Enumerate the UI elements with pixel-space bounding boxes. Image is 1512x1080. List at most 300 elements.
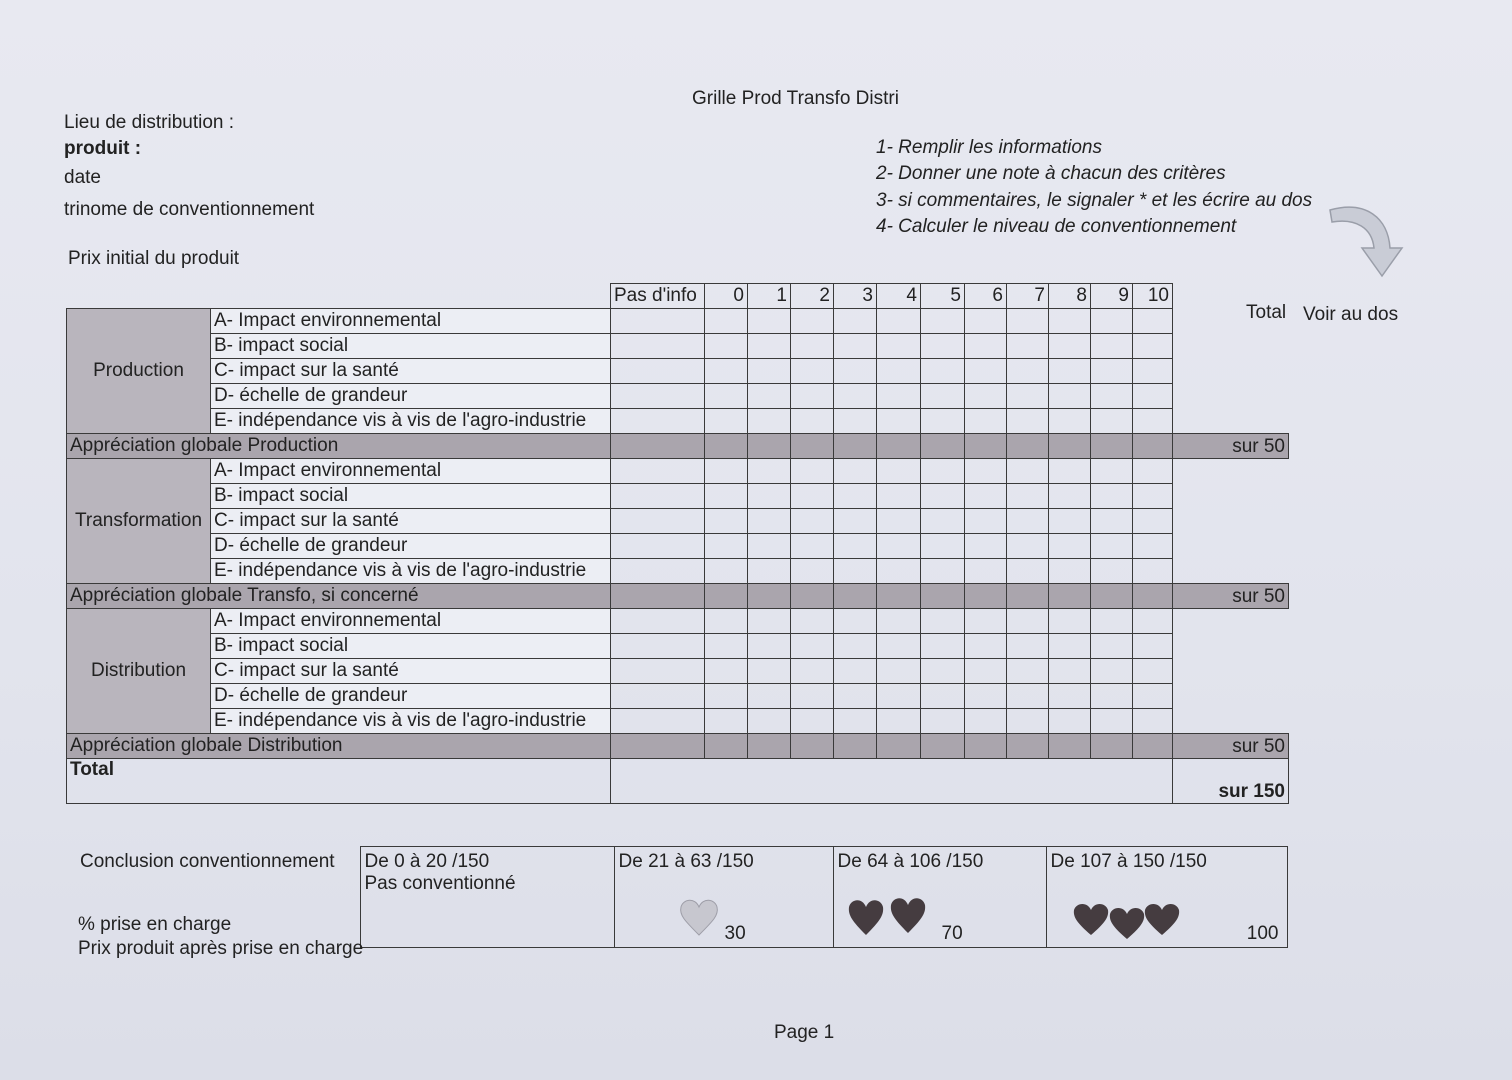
summary-score-cell [1007, 734, 1049, 759]
score-header: 9 [1091, 284, 1133, 309]
score-cell[interactable] [705, 684, 748, 709]
total-row [67, 759, 1289, 804]
criterion-label: D- échelle de grandeur [211, 684, 611, 709]
score-cell[interactable] [965, 634, 1007, 659]
score-cell[interactable] [791, 359, 834, 384]
criterion-row [67, 534, 1289, 559]
score-cell[interactable] [611, 659, 705, 684]
score-cell[interactable] [965, 484, 1007, 509]
score-cell[interactable] [611, 509, 705, 534]
summary-score-cell [965, 584, 1007, 609]
summary-score-cell [1133, 584, 1173, 609]
summary-score-cell [1007, 434, 1049, 459]
summary-score-cell [1091, 434, 1133, 459]
score-cell[interactable] [921, 309, 965, 334]
score-cell[interactable] [965, 384, 1007, 409]
score-cell[interactable] [1007, 459, 1049, 484]
score-cell[interactable] [1049, 334, 1091, 359]
score-cell[interactable] [834, 309, 877, 334]
score-cell[interactable] [1133, 309, 1173, 334]
score-header: 1 [748, 284, 791, 309]
summary-score-cell [1091, 584, 1133, 609]
summary-score-cell [748, 434, 791, 459]
criterion-row [67, 709, 1289, 734]
criterion-row [67, 384, 1289, 409]
criterion-row [67, 334, 1289, 359]
score-cell[interactable] [1049, 534, 1091, 559]
score-cell[interactable] [965, 659, 1007, 684]
score-cell[interactable] [748, 659, 791, 684]
score-cell[interactable] [877, 559, 921, 584]
score-cell[interactable] [791, 684, 834, 709]
level-range: De 0 à 20 /150 [364, 851, 490, 872]
score-cell[interactable] [1091, 484, 1133, 509]
score-cell[interactable] [877, 534, 921, 559]
total-column-header: Total [1246, 302, 1287, 323]
summary-score-cell [705, 734, 748, 759]
score-cell[interactable] [791, 534, 834, 559]
summary-score-cell [748, 584, 791, 609]
score-cell[interactable] [705, 384, 748, 409]
score-cell[interactable] [705, 634, 748, 659]
instruction-3: 3- si commentaires, le signaler * et les écrire au dos [876, 190, 1313, 211]
score-cell[interactable] [1049, 509, 1091, 534]
criterion-label: E- indépendance vis à vis de l'agro-industrie [211, 559, 611, 584]
pct-prise-en-charge-label: % prise en charge [78, 914, 232, 935]
summary-score-cell [834, 584, 877, 609]
score-cell[interactable] [748, 359, 791, 384]
score-cell[interactable] [1007, 634, 1049, 659]
score-cell[interactable] [1007, 559, 1049, 584]
total-cell [1173, 384, 1289, 409]
summary-score-cell [921, 434, 965, 459]
score-cell[interactable] [611, 359, 705, 384]
criterion-row [67, 309, 1289, 334]
score-cell[interactable] [1049, 659, 1091, 684]
score-cell[interactable] [791, 559, 834, 584]
conclusion-level-0 [360, 847, 614, 948]
score-cell[interactable] [1091, 384, 1133, 409]
score-cell[interactable] [611, 459, 705, 484]
score-header: 0 [705, 284, 748, 309]
page-number: Page 1 [774, 1022, 835, 1043]
score-cell[interactable] [611, 309, 705, 334]
score-cell[interactable] [921, 509, 965, 534]
score-cell[interactable] [748, 484, 791, 509]
score-cell[interactable] [791, 384, 834, 409]
score-cell[interactable] [1133, 384, 1173, 409]
score-cell[interactable] [748, 384, 791, 409]
score-header: 3 [834, 284, 877, 309]
score-cell[interactable] [921, 634, 965, 659]
score-cell[interactable] [965, 409, 1007, 434]
criterion-label: C- impact sur la santé [211, 509, 611, 534]
score-cell[interactable] [1049, 384, 1091, 409]
criterion-label: B- impact social [211, 634, 611, 659]
score-cell[interactable] [877, 684, 921, 709]
score-cell[interactable] [1133, 484, 1173, 509]
score-cell[interactable] [1091, 684, 1133, 709]
score-cell[interactable] [1007, 509, 1049, 534]
score-cell[interactable] [1133, 459, 1173, 484]
score-cell[interactable] [877, 459, 921, 484]
score-cell[interactable] [748, 309, 791, 334]
summary-out-of[interactable]: sur 50 [1173, 434, 1289, 459]
criterion-label: D- échelle de grandeur [211, 384, 611, 409]
level-value: 70 [941, 923, 963, 944]
score-cell[interactable] [1091, 459, 1133, 484]
summary-label: Appréciation globale Transfo, si concerné [67, 584, 611, 609]
score-cell[interactable] [748, 334, 791, 359]
score-cell[interactable] [921, 384, 965, 409]
summary-row [67, 584, 1289, 609]
score-cell[interactable] [834, 709, 877, 734]
score-cell[interactable] [791, 609, 834, 634]
summary-score-cell [611, 734, 705, 759]
summary-score-cell [877, 584, 921, 609]
summary-row [67, 734, 1289, 759]
score-cell[interactable] [1091, 659, 1133, 684]
summary-score-cell [611, 434, 705, 459]
conclusion-level-3 [1046, 847, 1287, 948]
score-cell[interactable] [921, 684, 965, 709]
score-cell[interactable] [1133, 559, 1173, 584]
score-cell[interactable] [1091, 309, 1133, 334]
criterion-label: A- Impact environnemental [211, 609, 611, 634]
score-header: 6 [965, 284, 1007, 309]
summary-score-cell [1049, 434, 1091, 459]
score-cell[interactable] [1007, 309, 1049, 334]
score-cell[interactable] [791, 309, 834, 334]
score-cell[interactable] [748, 609, 791, 634]
evaluation-grid [66, 283, 1289, 804]
instruction-4: 4- Calculer le niveau de conventionnement [876, 216, 1237, 237]
score-cell[interactable] [834, 459, 877, 484]
criterion-label: B- impact social [211, 484, 611, 509]
summary-score-cell [705, 434, 748, 459]
score-cell[interactable] [1133, 609, 1173, 634]
score-cell[interactable] [611, 709, 705, 734]
summary-score-cell [1133, 434, 1173, 459]
score-cell[interactable] [1091, 534, 1133, 559]
total-cell [1173, 309, 1289, 334]
score-cell[interactable] [748, 509, 791, 534]
score-cell[interactable] [921, 359, 965, 384]
criterion-row [67, 659, 1289, 684]
score-cell[interactable] [834, 559, 877, 584]
score-cell[interactable] [1007, 484, 1049, 509]
score-cell[interactable] [1007, 384, 1049, 409]
score-cell[interactable] [1091, 609, 1133, 634]
score-cell[interactable] [611, 334, 705, 359]
score-cell[interactable] [705, 334, 748, 359]
score-cell[interactable] [705, 309, 748, 334]
section-label: Distribution [67, 609, 211, 734]
score-header: 10 [1133, 284, 1173, 309]
score-cell[interactable] [834, 659, 877, 684]
score-cell[interactable] [1133, 659, 1173, 684]
score-cell[interactable] [834, 359, 877, 384]
score-cell[interactable] [1007, 334, 1049, 359]
summary-score-cell [791, 734, 834, 759]
score-cell[interactable] [921, 659, 965, 684]
score-cell[interactable] [748, 534, 791, 559]
lieu-label: Lieu de distribution : [64, 112, 235, 133]
voir-au-dos-header: Voir au dos [1303, 304, 1399, 325]
score-header: 8 [1049, 284, 1091, 309]
score-cell[interactable] [705, 484, 748, 509]
score-cell[interactable] [834, 409, 877, 434]
criterion-row [67, 634, 1289, 659]
score-cell[interactable] [877, 309, 921, 334]
summary-score-cell [921, 584, 965, 609]
score-cell[interactable] [834, 684, 877, 709]
score-cell[interactable] [877, 659, 921, 684]
score-cell[interactable] [965, 509, 1007, 534]
score-cell[interactable] [611, 534, 705, 559]
score-cell[interactable] [834, 609, 877, 634]
prix-apres-label: Prix produit après prise en charge [78, 938, 364, 959]
score-cell[interactable] [1007, 409, 1049, 434]
score-cell[interactable] [1133, 534, 1173, 559]
prix-initial-label: Prix initial du produit [68, 248, 240, 269]
score-cell[interactable] [834, 334, 877, 359]
score-cell[interactable] [1091, 409, 1133, 434]
conclusion-label: Conclusion conventionnement [80, 850, 335, 872]
score-cell[interactable] [1049, 484, 1091, 509]
score-header: 4 [877, 284, 921, 309]
level-note: Pas conventionné [364, 873, 516, 894]
criterion-label: C- impact sur la santé [211, 359, 611, 384]
criterion-row [67, 459, 1289, 484]
criterion-row [67, 409, 1289, 434]
conclusion-level-1 [614, 847, 833, 948]
score-cell[interactable] [965, 534, 1007, 559]
score-cell[interactable] [1133, 709, 1173, 734]
score-cell[interactable] [965, 459, 1007, 484]
score-cell[interactable] [1133, 359, 1173, 384]
score-cell[interactable] [705, 609, 748, 634]
score-cell[interactable] [1091, 334, 1133, 359]
score-cell[interactable] [748, 459, 791, 484]
total-cell [1173, 484, 1289, 509]
summary-score-cell [965, 434, 1007, 459]
score-cell[interactable] [877, 509, 921, 534]
summary-score-cell [834, 734, 877, 759]
score-cell[interactable] [791, 509, 834, 534]
summary-score-cell [791, 584, 834, 609]
criterion-label: D- échelle de grandeur [211, 534, 611, 559]
score-cell[interactable] [965, 559, 1007, 584]
score-cell[interactable] [705, 509, 748, 534]
score-cell[interactable] [1091, 709, 1133, 734]
level-range: De 64 à 106 /150 [837, 851, 984, 872]
score-cell[interactable] [965, 709, 1007, 734]
score-cell[interactable] [705, 709, 748, 734]
score-cell[interactable] [791, 659, 834, 684]
score-cell[interactable] [1133, 684, 1173, 709]
score-cell[interactable] [1091, 634, 1133, 659]
score-cell[interactable] [965, 609, 1007, 634]
score-cell[interactable] [611, 484, 705, 509]
score-cell[interactable] [705, 559, 748, 584]
summary-score-cell [705, 584, 748, 609]
summary-label: Appréciation globale Distribution [67, 734, 611, 759]
criterion-label: A- Impact environnemental [211, 309, 611, 334]
total-cell [1173, 509, 1289, 534]
score-cell[interactable] [1049, 559, 1091, 584]
curved-arrow-down-icon [1326, 200, 1410, 285]
score-cell[interactable] [791, 634, 834, 659]
score-cell[interactable] [834, 484, 877, 509]
score-cell[interactable] [1049, 634, 1091, 659]
score-cell[interactable] [1133, 634, 1173, 659]
score-cell[interactable] [748, 684, 791, 709]
summary-score-cell [1091, 734, 1133, 759]
score-cell[interactable] [791, 484, 834, 509]
instruction-2: 2- Donner une note à chacun des critères [876, 163, 1226, 184]
score-cell[interactable] [705, 659, 748, 684]
score-cell[interactable] [748, 634, 791, 659]
summary-out-of[interactable]: sur 50 [1173, 734, 1289, 759]
total-cell [1173, 334, 1289, 359]
score-cell[interactable] [611, 684, 705, 709]
criterion-label: E- indépendance vis à vis de l'agro-industrie [211, 409, 611, 434]
summary-score-cell [965, 734, 1007, 759]
criterion-row [67, 359, 1289, 384]
score-cell[interactable] [1133, 509, 1173, 534]
score-cell[interactable] [791, 709, 834, 734]
score-cell[interactable] [921, 559, 965, 584]
score-cell[interactable] [921, 459, 965, 484]
score-cell[interactable] [611, 559, 705, 584]
score-cell[interactable] [748, 409, 791, 434]
score-cell[interactable] [965, 309, 1007, 334]
score-cell[interactable] [748, 709, 791, 734]
score-cell[interactable] [1007, 359, 1049, 384]
criterion-row [67, 509, 1289, 534]
score-cell[interactable] [791, 409, 834, 434]
score-cell[interactable] [1007, 659, 1049, 684]
score-cell[interactable] [611, 609, 705, 634]
score-cell[interactable] [1049, 359, 1091, 384]
score-cell[interactable] [877, 484, 921, 509]
total-cell [1173, 634, 1289, 659]
score-cell[interactable] [965, 359, 1007, 384]
score-cell[interactable] [834, 384, 877, 409]
total-score-cell [611, 759, 1173, 804]
summary-score-cell [1049, 734, 1091, 759]
score-cell[interactable] [965, 684, 1007, 709]
score-cell[interactable] [705, 359, 748, 384]
score-cell[interactable] [877, 634, 921, 659]
section-label: Transformation [67, 459, 211, 584]
score-header: Pas d'info [611, 284, 705, 309]
score-cell[interactable] [705, 459, 748, 484]
criterion-label: A- Impact environnemental [211, 459, 611, 484]
summary-score-cell [834, 434, 877, 459]
score-cell[interactable] [1091, 359, 1133, 384]
score-cell[interactable] [834, 534, 877, 559]
document-title: Grille Prod Transfo Distri [692, 88, 899, 109]
summary-score-cell [877, 434, 921, 459]
score-cell[interactable] [965, 334, 1007, 359]
score-cell[interactable] [748, 559, 791, 584]
score-cell[interactable] [1049, 459, 1091, 484]
score-header: 2 [791, 284, 834, 309]
summary-row [67, 434, 1289, 459]
score-cell[interactable] [877, 359, 921, 384]
score-cell[interactable] [611, 384, 705, 409]
score-cell[interactable] [834, 634, 877, 659]
conclusion-level-2 [833, 847, 1046, 948]
score-cell[interactable] [1007, 534, 1049, 559]
score-cell[interactable] [1007, 709, 1049, 734]
score-cell[interactable] [1091, 509, 1133, 534]
score-cell[interactable] [1133, 334, 1173, 359]
criterion-row [67, 484, 1289, 509]
score-cell[interactable] [834, 509, 877, 534]
level-value: 30 [724, 923, 746, 944]
score-cell[interactable] [705, 409, 748, 434]
score-cell[interactable] [921, 409, 965, 434]
score-cell[interactable] [1049, 309, 1091, 334]
score-cell[interactable] [921, 534, 965, 559]
score-cell[interactable] [1091, 559, 1133, 584]
score-cell[interactable] [1049, 684, 1091, 709]
summary-score-cell [1007, 584, 1049, 609]
score-cell[interactable] [1049, 709, 1091, 734]
score-cell[interactable] [611, 409, 705, 434]
score-cell[interactable] [611, 634, 705, 659]
score-cell[interactable] [877, 384, 921, 409]
summary-out-of[interactable]: sur 50 [1173, 584, 1289, 609]
score-cell[interactable] [1049, 409, 1091, 434]
score-cell[interactable] [877, 709, 921, 734]
score-cell[interactable] [921, 709, 965, 734]
score-cell[interactable] [877, 609, 921, 634]
criterion-label: B- impact social [211, 334, 611, 359]
score-cell[interactable] [921, 609, 965, 634]
criterion-row [67, 609, 1289, 634]
total-cell [1173, 559, 1289, 584]
level-range: De 21 à 63 /150 [618, 851, 754, 872]
total-cell [1173, 359, 1289, 384]
score-header: 5 [921, 284, 965, 309]
total-cell [1173, 709, 1289, 734]
heart-icon [1073, 901, 1183, 947]
score-cell[interactable] [1007, 684, 1049, 709]
score-cell[interactable] [791, 459, 834, 484]
score-cell[interactable] [791, 334, 834, 359]
score-cell[interactable] [921, 484, 965, 509]
summary-score-cell [611, 584, 705, 609]
score-cell[interactable] [877, 409, 921, 434]
summary-score-cell [1049, 584, 1091, 609]
score-cell[interactable] [705, 534, 748, 559]
score-cell[interactable] [1133, 409, 1173, 434]
score-cell[interactable] [921, 334, 965, 359]
total-cell [1173, 409, 1289, 434]
heart-icon [848, 897, 936, 943]
score-cell[interactable] [1007, 609, 1049, 634]
score-cell[interactable] [877, 334, 921, 359]
score-cell[interactable] [1049, 609, 1091, 634]
total-out-of[interactable]: sur 150 [1173, 759, 1289, 804]
score-header: 7 [1007, 284, 1049, 309]
criterion-row [67, 684, 1289, 709]
total-cell [1173, 534, 1289, 559]
